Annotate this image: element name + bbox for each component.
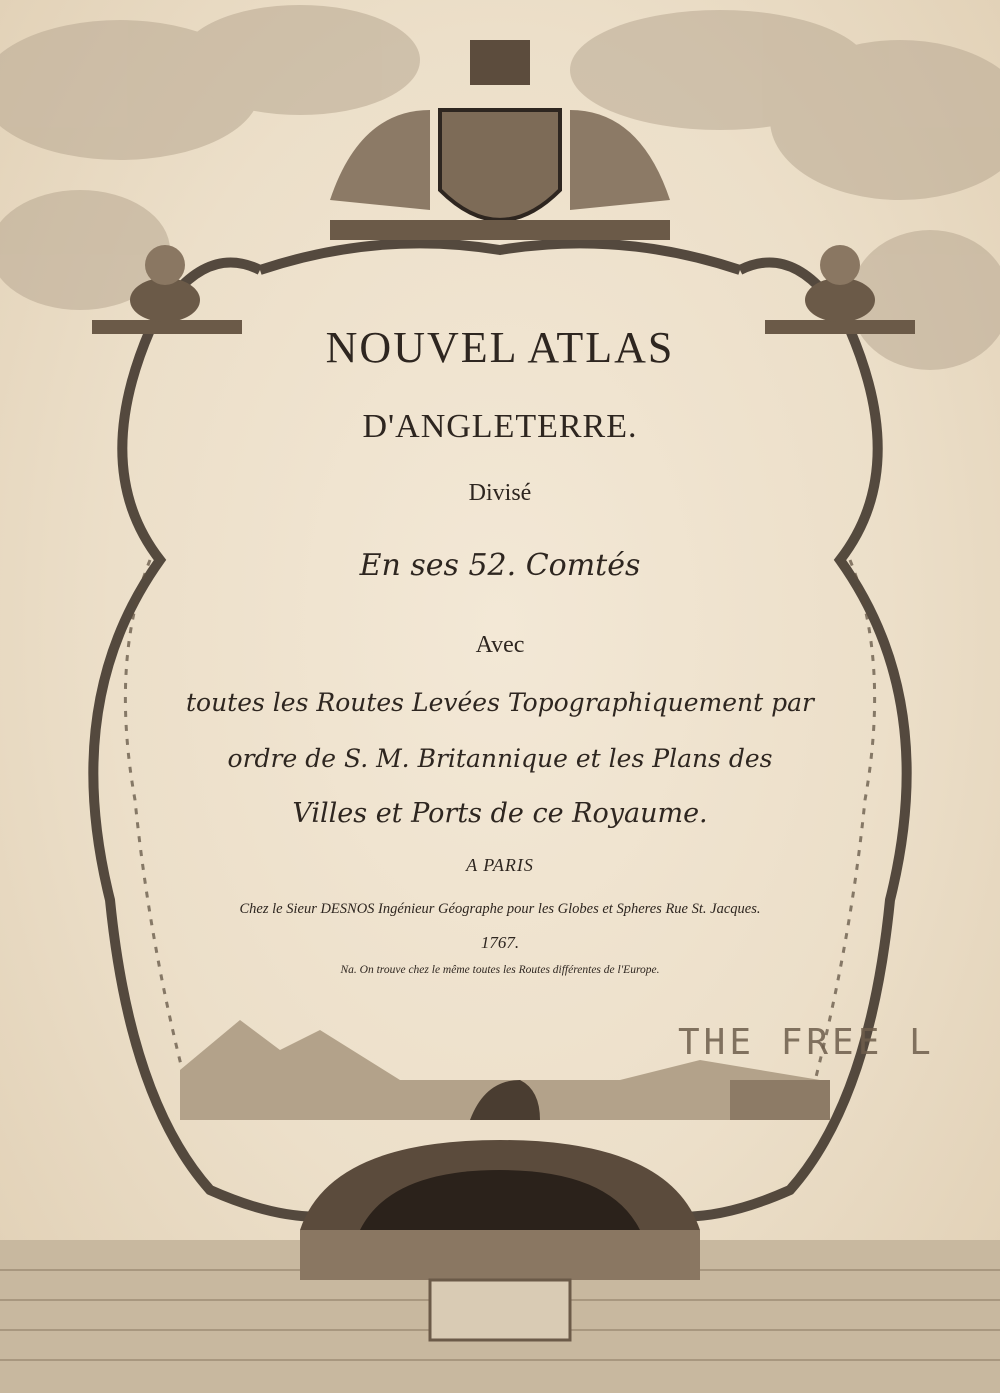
description-line-3: Villes et Ports de ce Royaume. bbox=[292, 798, 708, 829]
description-line-2: ordre de S. M. Britannique et les Plans des bbox=[227, 744, 773, 773]
flower-urns bbox=[92, 245, 915, 334]
place-text: A PARIS bbox=[466, 855, 534, 875]
subtitle: D'ANGLETERRE. bbox=[362, 408, 638, 445]
publisher-text: Chez le Sieur DESNOS Ingénieur Géographe pour les Globes et Spheres Rue St. Jacques. bbox=[239, 901, 761, 917]
avec-text: Avec bbox=[475, 632, 525, 658]
title: NOUVEL ATLAS bbox=[325, 323, 675, 372]
year-text: 1767. bbox=[480, 933, 520, 952]
counties-text: En ses 52. Comtés bbox=[359, 548, 641, 583]
divise-text: Divisé bbox=[468, 480, 532, 506]
perforated-library-stamp: THE FREE L bbox=[678, 1022, 935, 1063]
fountain-basin bbox=[0, 1140, 1000, 1393]
description-line-1: toutes les Routes Levées Topographiquement par bbox=[185, 688, 814, 717]
note-text: Na. On trouve chez le même toutes les Routes différentes de l'Europe. bbox=[340, 964, 660, 976]
